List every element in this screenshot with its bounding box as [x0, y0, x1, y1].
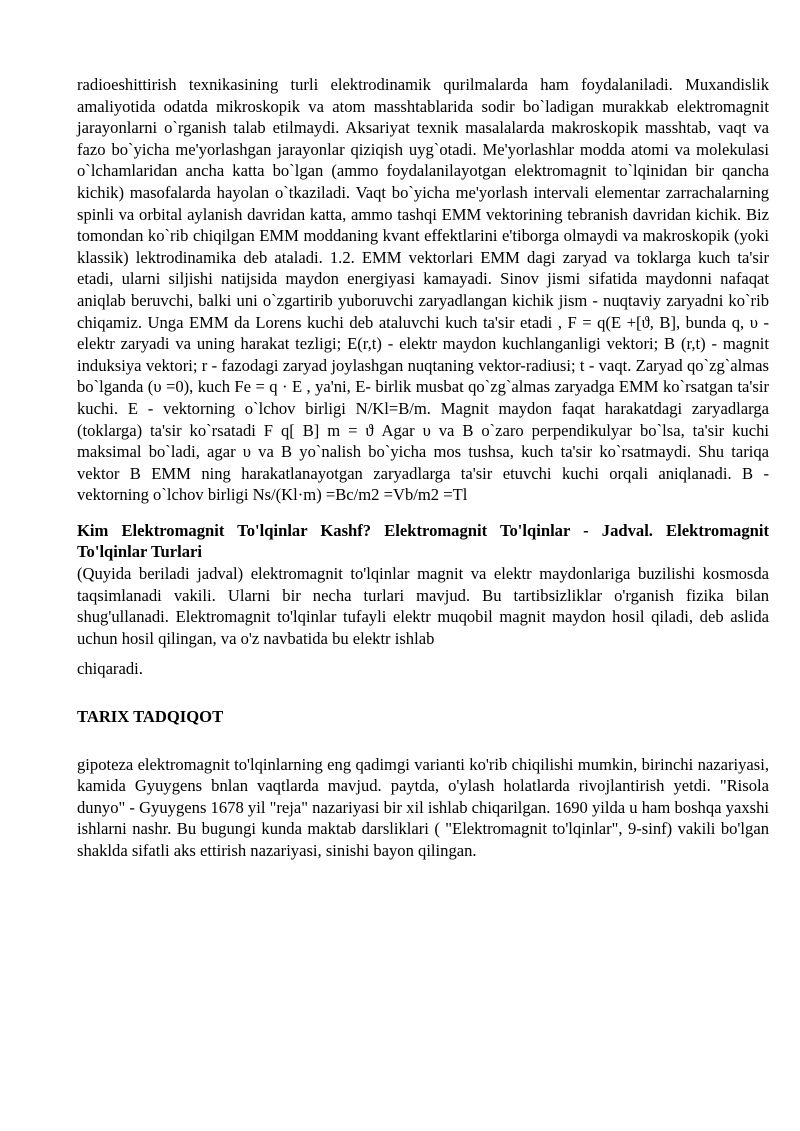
body-paragraph-history: gipoteza elektromagnit to'lqinlarning eng qadimgi varianti ko'rib chiqilishi mumkin, birinchi nazariyasi, kamida Gyuygens bnlan vaqtlarda mavjud. paytda, o'ylash holatlarda rivojlantirish yetdi. "Risola dunyo" - Gyuygens 1678 yil "reja" nazariyasi bir xil ishlab chiqarilgan. 1690 yilda u ham boshqa yaxshi ishlarni nashr. Bu bugungi kunda maktab darsliklari ( "Elektromagnit to'lqinlar", 9-sinf) vakili bo'lgan shaklda sifatli aks ettirish nazariyasi, sinishi bayon qilingan.: [77, 754, 769, 860]
section-title-history: TARIX TADQIQOT: [77, 707, 224, 727]
body-paragraph-waves-intro-end: chiqaradi.: [77, 659, 143, 679]
body-paragraph-emm-vectors: radioeshittirish texnikasining turli elektrodinamik qurilmalarda ham foydalaniladi. Muxandislik amaliyotida odatda mikroskopik va atom masshtablarida sodir bo`ladigan murakkab elektromagnit jarayonlarni o`rganish talab etilmaydi. Aksariyat texnik masalalarda makroskopik masshtab, vaqt va fazo bo`yicha me'yorlashgan jarayonlar qiziqish uyg`otadi. Me'yorlashlar modda atomi va molekulasi o`lchamlaridan ancha katta bo`lgan (ammo foydalanilayotgan elektromagnit to`lqinidan bir qancha kichik) masofalarda hayolan o`tkaziladi. Vaqt bo`yicha me'yorlash intervali elementar zarrachalarning spinli va orbital aylanish davridan katta, ammo tashqi EMM vektorining tebranish davridan kichik. Biz tomondan ko`rib chiqilgan EMM moddaning kvant effektlarini e'tiborga olmaydi va makroskopik (yoki klassik) lektrodinamika deb ataladi. 1.2. EMM vektorlari EMM dagi zaryad va toklarga kuch ta'sir etadi, ularni siljishi natijsida maydon energiyasi kamayadi. Sinov jismi sifatida maydonni nafaqat aniqlab beruvchi, balki uni o`zgartirib yuboruvchi zaryadlangan kichik jism - nuqtaviy zaryadni ko`rib chiqamiz. Unga EMM da Lorens kuchi deb ataluvchi kuch ta'sir etadi , F = q(E +[ϑ, B], bunda q, υ - elektr zaryadi va uning harakat tezligi; E(r,t) - elektr maydon kuchlanganligi vektori; B (r,t) - magnit induksiya vektori; r - fazodagi zaryad joylashgan nuqtaning vektor-radiusi; t - vaqt. Zaryad qo`zg`almas bo`lganda (υ =0), kuch Fe = q · E , ya'ni, E- birlik musbat qo`zg`almas zaryadga EMM ko`rsatgan ta'sir kuchi. E - vektorning o`lchov birligi N/Kl=B/m. Magnit maydon faqat harakatdagi zaryadlarga (toklarga) ta'sir ko`rsatadi F q[ B] m = ϑ Agar υ va B o`zaro perpendikulyar bo`lsa, ta'sir kuchi maksimal bo`ladi, agar υ va B yo`nalish bo`yicha mos tushsa, kuch ta'sir ko`rsatmaydi. Shu tariqa vektor B EMM ning harakatlanayotgan zaryadlarga ta'sir etuvchi kuchi orqali aniqlanadi. B - vektorning o`lchov birligi Ns/(Kl·m) =Bc/m2 =Vb/m2 =Tl: [77, 75, 769, 505]
heading-electromagnetic-waves: Kim Elektromagnit To'lqinlar Kashf? Elektromagnit To'lqinlar - Jadval. Elektromagnit To'lqinlar Turlari: [77, 520, 769, 562]
document-page: [77, 74, 769, 862]
body-paragraph-waves-intro: (Quyida beriladi jadval) elektromagnit to'lqinlar magnit va elektr maydonlariga buzilishi kosmosda taqsimlanadi vakili. Ularni bir necha turlari mavjud. Bu tartibsizliklar o'rganish fizika bilan shug'ullanadi. Elektromagnit to'lqinlar tufayli elektr muqobil magnit maydon hosil qiladi, deb aslida uchun hosil qilingan, va o'z navbatida bu elektr ishlab: [77, 564, 769, 648]
